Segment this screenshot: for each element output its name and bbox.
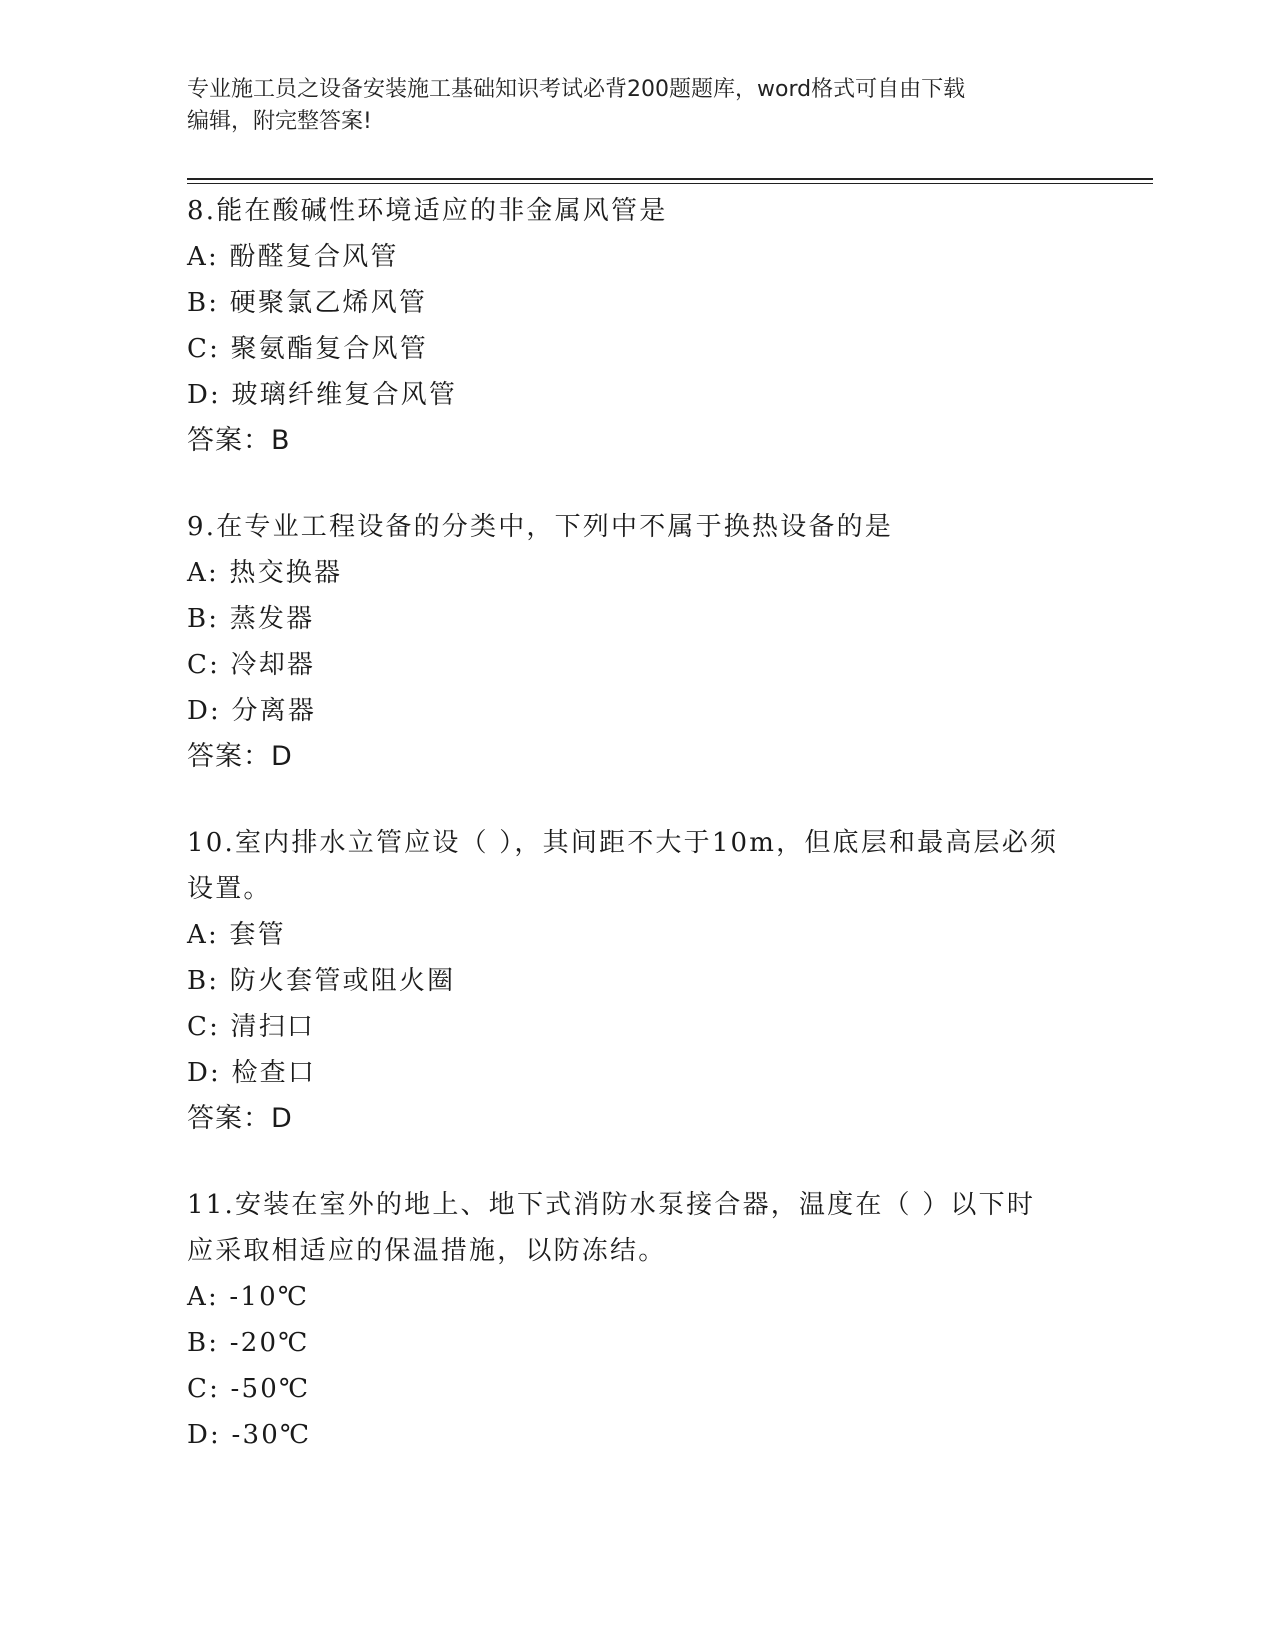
option-d: D: 检查口 [187,1058,317,1088]
question-stem-line-2: 设置。 [187,874,272,904]
option-a: A: 酚醛复合风管 [187,242,399,272]
option-b: B: 蒸发器 [187,604,315,634]
question-stem-line-1: 10.室内排水立管应设（ ），其间距不大于10m，但底层和最高层必须 [187,828,1059,858]
header-divider [187,178,1153,184]
answer-line: 答案：D [187,741,293,772]
answer-line: 答案：B [187,425,291,456]
answer-line: 答案：D [187,1103,293,1134]
header-line-2: 编辑，附完整答案! [187,109,372,134]
question-11 [187,1182,1087,1458]
option-b: B: 防火套管或阻火圈 [187,966,456,996]
option-c: C: 聚氨酯复合风管 [187,334,428,364]
question-8 [187,188,1087,464]
question-stem: 9.在专业工程设备的分类中，下列中不属于换热设备的是 [187,512,894,542]
option-a: A: 套管 [187,920,286,950]
question-9 [187,504,1087,780]
option-c: C: -50℃ [187,1374,311,1404]
option-b: B: 硬聚氯乙烯风管 [187,288,428,318]
option-a: A: -10℃ [187,1282,310,1312]
document-header [187,74,1087,138]
option-a: A: 热交换器 [187,558,343,588]
option-b: B: -20℃ [187,1328,310,1358]
question-stem-line-1: 11.安装在室外的地上、地下式消防水泵接合器，温度在（ ）以下时 [187,1190,1036,1220]
header-line-1: 专业施工员之设备安装施工基础知识考试必背200题题库，word格式可自由下载 [187,77,966,102]
option-d: D: -30℃ [187,1420,312,1450]
option-d: D: 分离器 [187,696,317,726]
option-c: C: 冷却器 [187,650,316,680]
option-d: D: 玻璃纤维复合风管 [187,380,458,410]
question-stem-line-2: 应采取相适应的保温措施，以防冻结。 [187,1236,667,1266]
question-10 [187,820,1087,1142]
question-list [187,188,1087,1498]
option-c: C: 清扫口 [187,1012,316,1042]
question-stem: 8.能在酸碱性环境适应的非金属风管是 [187,196,668,226]
